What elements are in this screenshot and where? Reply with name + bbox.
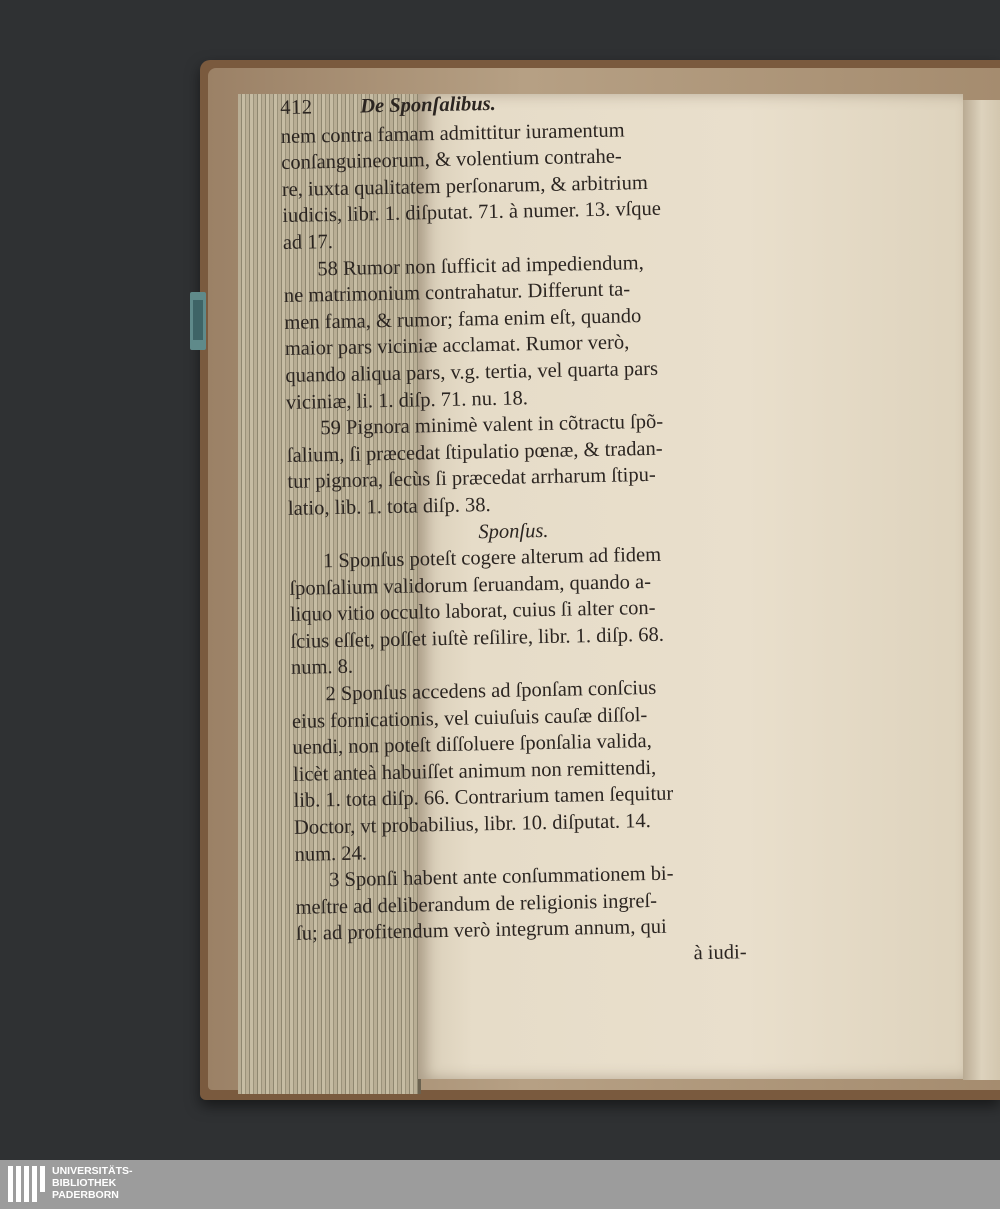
- text-line: liquo vitio occulto laborat, cuius ſi alter con-: [289, 597, 656, 627]
- text-line: licèt anteà habuiſſet animum non remittendi,: [292, 756, 657, 786]
- library-name-line1: UNIVERSITÄTS-: [52, 1165, 133, 1177]
- footer-bar: [0, 1160, 1000, 1209]
- text-line: ad 17.: [282, 230, 334, 254]
- text-line: num. 24.: [294, 842, 368, 866]
- text-line: 2 Sponſus accedens ad ſponſam conſcius: [325, 676, 657, 706]
- text-line: ſalium, ſi præcedat ſtipulatio pœnæ, & tradan-: [286, 437, 663, 467]
- library-name-line3: PADERBORN: [52, 1189, 119, 1201]
- library-logo-icon: [8, 1166, 46, 1202]
- text-line: 58 Rumor non ſufficit ad impediendum,: [317, 251, 644, 280]
- catchword: à iudi-: [693, 941, 747, 965]
- text-line: num. 8.: [290, 656, 354, 680]
- text-line: ſponſalium validorum ſeruandam, quando a-: [289, 570, 652, 600]
- text-line: re, iuxta qualitatem perſonarum, & arbitrium: [281, 171, 649, 201]
- text-line: maior pars viciniæ acclamat. Rumor verò,: [284, 331, 630, 361]
- section-heading: Sponſus.: [478, 519, 549, 543]
- text-line: 59 Pignora minimè valent in cõtractu ſpõ-: [320, 410, 664, 440]
- text-line: iudicis, libr. 1. diſputat. 71. à numer. 13. vſque: [282, 198, 662, 228]
- text-line: ne matrimonium contrahatur. Differunt ta-: [283, 278, 631, 308]
- page-number: 412: [280, 96, 313, 119]
- text-line: tur pignora, ſecùs ſi præcedat arrharum ſtipu-: [287, 464, 656, 494]
- text-line: men fama, & rumor; fama enim eſt, quando: [284, 304, 642, 334]
- text-line: ſu; ad profitendum verò integrum annum, qui: [295, 916, 667, 946]
- text-line: lib. 1. tota diſp. 66. Contrarium tamen ſequitur: [293, 783, 674, 813]
- text-line: conſanguineorum, & volentium contrahe-: [281, 145, 622, 175]
- text-line: meſtre ad deliberandum de religionis ingreſ-: [295, 889, 658, 919]
- text-line: latio, lib. 1. tota diſp. 38.: [287, 493, 491, 520]
- text-line: 3 Sponſi habent ante conſummationem bi-: [328, 862, 674, 892]
- text-line: nem contra famam admittitur iuramentum: [280, 118, 625, 148]
- page-text: [280, 86, 747, 974]
- clasp-icon: [190, 292, 206, 350]
- text-line: uendi, non poteſt diſſoluere ſponſalia valida,: [292, 730, 652, 760]
- text-line: viciniæ, li. 1. diſp. 71. nu. 18.: [285, 386, 529, 414]
- library-name-line2: BIBLIOTHEK: [52, 1177, 117, 1189]
- text-line: ſcius eſſet, poſſet iuſtè reſilire, libr. 1. diſp. 68.: [290, 623, 665, 653]
- running-head-title: De Sponſalibus.: [360, 92, 496, 118]
- library-name: [52, 1165, 133, 1201]
- text-line: 1 Sponſus poteſt cogere alterum ad fidem: [322, 543, 662, 573]
- text-line: Doctor, vt probabilius, libr. 10. diſputat. 14.: [293, 810, 651, 839]
- text-line: quando aliqua pars, v.g. tertia, vel quarta pars: [285, 357, 659, 387]
- facing-page-edge: [963, 100, 1000, 1080]
- text-line: eius fornicationis, vel cuiuſuis cauſæ diſſol-: [291, 703, 648, 733]
